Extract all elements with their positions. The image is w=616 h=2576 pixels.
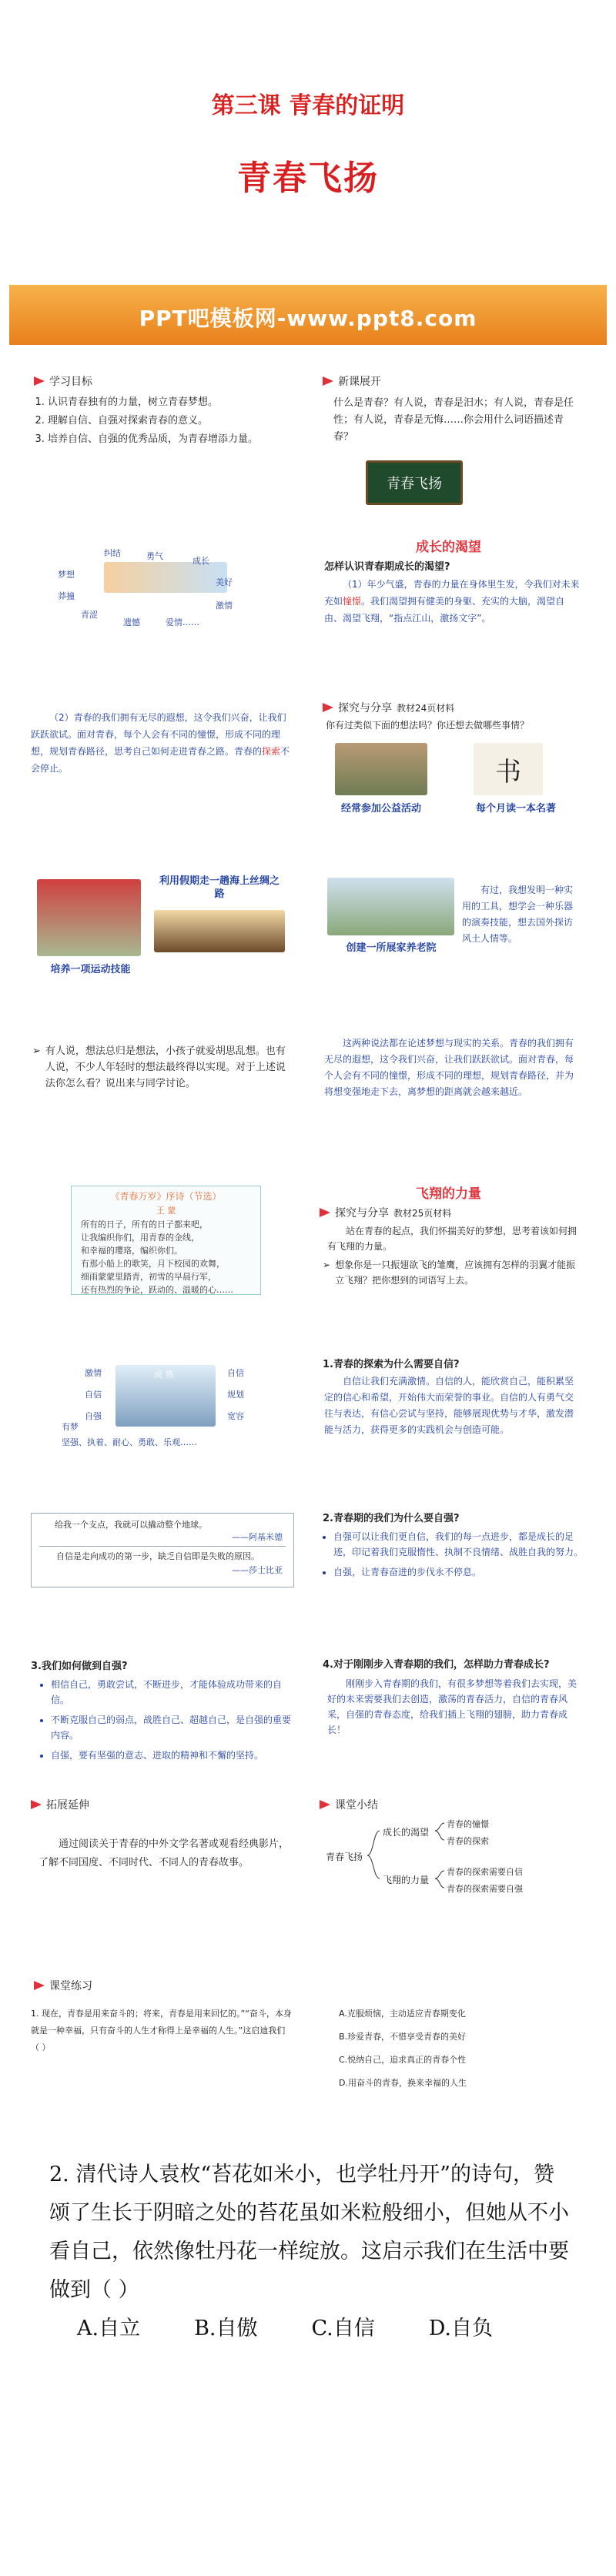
exercise-question: 1. 现在，青春是用来奋斗的；将来，青春是用来回忆的。”“奋斗，本身就是一种幸福，只有奋斗的人生才称得上是幸福的人生。”这启迪我们（ ） xyxy=(31,2009,292,2052)
explore-heading: 探究与分享 xyxy=(338,702,392,714)
summary-branch: 成长的渴望 xyxy=(383,1827,430,1838)
quote: 自信是走向成功的第一步，缺乏自信即是失败的原因。 xyxy=(56,1551,259,1561)
poem-author: 王 蒙 xyxy=(156,1206,176,1216)
poem-lines xyxy=(81,1218,260,1296)
flying-text: 站在青春的起点，我们怀揣美好的梦想，思考着该如何拥有飞翔的力量。 xyxy=(327,1226,578,1252)
slide-new-lesson xyxy=(320,370,585,516)
growth-text: （1）年少气盛，青春的力量在身体里生发，令我们对未来充如憧憬。我们渴望拥有健美的身躯、充实的大脑，渴望自由、渴望飞翔，“指点江山，激扬文字”。 xyxy=(324,579,580,624)
youth-banner-image xyxy=(104,562,227,593)
slide-question-2 xyxy=(31,2125,585,2356)
option-a[interactable]: A.自立 xyxy=(77,2317,141,2340)
slide-discussion: ➢ 有人说，想法总归是想法，小孩子就爱胡思乱想。也有人说，不少人年轻时的想法最终得以实现。对于上述说法你怎么看？说出来与同学讨论。 xyxy=(31,1028,296,1136)
summary-leaf: 青春的憧憬 xyxy=(447,1819,489,1829)
explore-question: 你有过类似下面的想法吗？你还想去做哪些事情？ xyxy=(326,720,530,731)
answer-text: 这两种说法都在论述梦想与现实的关系。青春的我们拥有无尽的遐想，这令我们兴奋，让我们跃跃欲试。面对青春，每个人会有不同的憧憬，形成不同的理想，规划青春路径，并为将想变强地走下去，离梦想的距离就会越来越近。 xyxy=(324,1038,574,1097)
word: 自信 xyxy=(85,1390,102,1400)
flag-icon xyxy=(320,1800,330,1809)
summary-root: 青春飞扬 xyxy=(326,1852,363,1862)
slide-word-cloud xyxy=(31,531,296,654)
new-lesson-heading: 新课展开 xyxy=(338,376,381,388)
poem-box xyxy=(71,1186,261,1295)
banner-text: PPT吧模板网-www.ppt8.com xyxy=(139,306,477,331)
option-c[interactable]: C.悦纳自己，追求真正的青春个性 xyxy=(339,2055,467,2065)
slide-objectives xyxy=(31,370,296,516)
question-2-text: 2. 清代诗人袁枚“苔花如米小，也学牡丹开”的诗句，赞颂了生长于阴暗之处的苔花虽如米粒般细小，但她从不小看自己，依然像牡丹花一样绽放。这启示我们在生活中要做到（ ） xyxy=(49,2163,569,2302)
word: 青涩 xyxy=(81,610,98,620)
discussion-text: 有人说，想法总归是想法，小孩子就爱胡思乱想。也有人说，不少人年轻时的想法最终得以实现。对于上述说法你怎么看？说出来与同学讨论。 xyxy=(45,1045,286,1089)
poem-line: 和幸福的璎珞，编织你们。 xyxy=(81,1246,182,1256)
slide-summary xyxy=(320,1794,585,1917)
flag-icon xyxy=(320,1208,330,1217)
caption: 培养一项运动技能 xyxy=(50,964,131,975)
how-item: • 不断克服自己的弱点，战胜自己、超越自己，是自强的重要内容。 xyxy=(51,1712,296,1743)
quote-author: ——阿基米德 xyxy=(232,1532,283,1542)
book-image xyxy=(474,743,543,795)
growth-title: 成长的渴望 xyxy=(416,540,481,555)
option-b[interactable]: B.自傲 xyxy=(194,2317,258,2340)
slide-eagle-words xyxy=(31,1343,296,1459)
word: 成长 xyxy=(192,556,209,566)
word: 爱情…… xyxy=(166,617,199,627)
word: 勇气 xyxy=(146,551,163,561)
growth-help-question: 4.对于刚刚步入青春期的我们，怎样助力青春成长? xyxy=(323,1659,550,1671)
option-d[interactable]: D.自负 xyxy=(428,2317,493,2340)
option-c[interactable]: C.自信 xyxy=(311,2317,375,2340)
summary-leaf: 青春的探索需要自信 xyxy=(447,1867,523,1877)
highlight-word: 探索 xyxy=(262,746,281,757)
building-photo xyxy=(327,878,454,935)
main-title: 青春飞扬 xyxy=(237,159,379,198)
exercise-heading: 课堂练习 xyxy=(49,1980,92,1992)
exercise-options xyxy=(339,2002,585,2095)
option-a[interactable]: A.克服烦恼，主动适应青春期变化 xyxy=(339,2009,466,2019)
extension-text: 通过阅读关于青春的中外文学名著或观看经典影片，了解不同国度、不同时代、不同人的青春故事。 xyxy=(38,1838,290,1868)
highlight-word: 憧憬 xyxy=(343,596,362,607)
objective-item: 2. 理解自信、自强对探索青春的意义。 xyxy=(48,412,296,430)
strength-item: • 自强，让青春奋进的步伐永不停息。 xyxy=(333,1564,585,1580)
chalkboard-image xyxy=(366,460,463,505)
summary-branch: 飞翔的力量 xyxy=(383,1875,430,1885)
poem-line: 有那小船上的歌笑，月下校园的欢舞， xyxy=(81,1259,225,1269)
slide-discussion-answer xyxy=(320,1028,585,1136)
how-item: • 自强，要有坚强的意志、进取的精神和不懈的坚持。 xyxy=(51,1748,296,1763)
flag-icon xyxy=(323,376,333,386)
explore-heading: 探究与分享 xyxy=(335,1207,389,1219)
confidence-text: 自信让我们充满激情。自信的人，能欣赏自己，能积累坚定的信心和希望，开始伟大而荣誉的事业。自信的人有勇气交往与表达，有信心尝试与坚持，能够展现优势与才华，激发潜能与活力，获得更多的实践机会与创造可能。 xyxy=(324,1376,574,1435)
poem-line: 所有的日子，所有的日子都来吧， xyxy=(81,1219,208,1229)
nursing-text: 有过，我想发明一种实用的工具，想学会一种乐器的演奏技能，想去国外探访风土人情等。 xyxy=(462,885,574,944)
slide-how-self-strong xyxy=(31,1651,296,1767)
how-question: 3.我们如何做到自强? xyxy=(31,1661,128,1672)
quote-box xyxy=(31,1513,294,1587)
word: 激情 xyxy=(85,1368,102,1378)
poem-line: 还有热烈的争论，跃动的、温暖的心…… xyxy=(81,1285,233,1295)
slide-confidence xyxy=(320,1343,585,1459)
summary-leaf: 青春的探索需要自强 xyxy=(447,1884,523,1894)
new-lesson-text: 什么是青春？有人说，青春是汨水；有人说，青春是任性；有人说，青春是无悔……你会用什么词语描述青春？ xyxy=(333,397,574,443)
objectives-list xyxy=(31,393,296,449)
word: 规划 xyxy=(227,1390,244,1400)
word: 自强 xyxy=(85,1411,102,1421)
slide-help-growth xyxy=(320,1651,585,1767)
quote: 给我一个支点，我就可以撬动整个地球。 xyxy=(55,1520,207,1530)
slide-nursing-home xyxy=(320,862,585,982)
flag-icon xyxy=(34,376,45,386)
poem-line: 让我编织你们，用青春的金线， xyxy=(81,1233,199,1243)
summary-heading: 课堂小结 xyxy=(335,1799,378,1812)
word: 坚强、执着、耐心、勇敢、乐观…… xyxy=(62,1437,197,1447)
slide-explore-share-24 xyxy=(320,697,585,820)
caption: 创建一所展家养老院 xyxy=(346,942,437,954)
question-2-options xyxy=(77,2310,493,2348)
slide-extension xyxy=(31,1794,296,1917)
caption: 经常参加公益活动 xyxy=(340,803,421,815)
strength-item: • 自强可以让我们更自信，我们的每一点进步，都是成长的足迹，印记着我们克服惰性、执制不良情绪、战胜自我的努力。 xyxy=(333,1529,585,1560)
confidence-question: 1.青春的探索为什么需要自信? xyxy=(323,1359,460,1370)
strength-question: 2.青春期的我们为什么要自强? xyxy=(323,1513,460,1524)
word: 遗憾 xyxy=(123,617,140,627)
extension-heading: 拓展延伸 xyxy=(46,1799,89,1812)
word: 激情 xyxy=(216,601,233,611)
word: 有梦 xyxy=(62,1422,79,1432)
material-ref: 教材25页材料 xyxy=(393,1207,452,1219)
charity-photo xyxy=(335,743,427,795)
slide-silk-road xyxy=(31,862,296,982)
slide-poem xyxy=(31,1178,296,1297)
growth-question: 怎样认识青春期成长的渴望? xyxy=(324,561,450,573)
caption: 每个月读一本名著 xyxy=(475,803,556,815)
quote-author: ——莎士比亚 xyxy=(232,1565,283,1575)
objective-item: 3. 培养自信、自强的优秀品质，为青春增添力量。 xyxy=(48,430,296,449)
option-b[interactable]: B.珍爱青春，不惜享受青春的美好 xyxy=(339,2032,467,2042)
objectives-heading: 学习目标 xyxy=(49,376,92,388)
caption: 利用假期走一趟海上丝绸之路 xyxy=(159,875,280,900)
flag-icon xyxy=(323,703,333,712)
ship-image xyxy=(154,910,285,952)
material-ref: 教材24页材料 xyxy=(397,702,455,714)
poem-line: 细雨蒙蒙里踏青，初雪的早晨行军， xyxy=(81,1272,216,1282)
flag-icon xyxy=(34,1981,45,1990)
slide-growth-desire xyxy=(320,531,585,654)
slide-quotes xyxy=(31,1497,296,1605)
slide-self-strength xyxy=(320,1497,585,1605)
chalkboard-text: 青春飞扬 xyxy=(387,476,442,492)
flying-question: 想象你是一只振翅欲飞的雏鹰，应该拥有怎样的羽翼才能振立飞翔？把你想到的词语写上去。 xyxy=(335,1260,576,1286)
book-character: 书 xyxy=(495,757,521,788)
word: 自信 xyxy=(227,1368,244,1378)
flying-title: 飞翔的力量 xyxy=(416,1186,481,1202)
word: 纠结 xyxy=(104,548,121,558)
objective-item: 1. 认识青春独有的力量，树立青春梦想。 xyxy=(48,393,296,412)
lesson-title: 第三课 青春的证明 xyxy=(211,92,405,119)
site-banner xyxy=(9,285,607,345)
sports-photo xyxy=(37,879,141,956)
word: 梦想 xyxy=(58,570,75,580)
word: 成 熟 xyxy=(154,1370,174,1380)
exploration-text: （2）青春的我们拥有无尽的遐想，这令我们兴奋，让我们跃跃欲试。面对青春，每个人会有不同的憧憬，形成不同的理想，规划青春路径，思考自己如何走进青春之路。青春的探索不会停止。 xyxy=(31,712,290,774)
word: 美好 xyxy=(216,577,233,587)
word: 莽撞 xyxy=(58,591,75,601)
flag-icon xyxy=(31,1800,42,1809)
growth-help-text: 刚刚步入青春期的我们，有很多梦想等着我们去实现，美好的未来需要我们去创造，激荡的青春活力，自信的青春风采，自强的青春态度，给我们插上飞翔的翅膀，助力青春成长！ xyxy=(327,1678,578,1735)
how-item: • 相信自己，勇敢尝试，不断进步，才能体验成功带来的自信。 xyxy=(51,1677,296,1708)
slide-exploration xyxy=(31,697,296,820)
slide-exercise xyxy=(31,1975,585,2109)
option-d[interactable]: D.用奋斗的青春，换来幸福的人生 xyxy=(339,2078,467,2088)
word: 宽容 xyxy=(227,1411,244,1421)
poem-title: 《青春万岁》序诗（节选） xyxy=(110,1191,222,1202)
summary-leaf: 青春的探索 xyxy=(447,1836,489,1846)
slide-flying-power: 飞翔的力量 探究与分享 教材25页材料 站在青春的起点，我们怀揣美好的梦想，思考着该如何拥有飞翔的力量。 ➢ 想象你是一只振翅欲飞的雏鹰，应该拥有怎样的羽翼才能振立飞翔？把你想到的词语写上去。 xyxy=(320,1178,585,1297)
